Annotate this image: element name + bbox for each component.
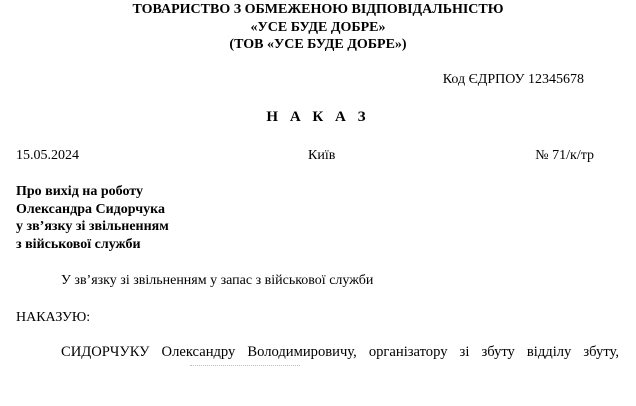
organization-name-line2: «УСЕ БУДЕ ДОБРЕ»	[250, 19, 386, 35]
order-clause-1: СИДОРЧУКУ Олександру Володимировичу, організатору зі збуту відділу збуту,	[61, 344, 619, 360]
order-preamble: У зв’язку зі звільненням у запас з військової служби	[61, 273, 374, 288]
document-city: Київ	[308, 148, 336, 163]
organization-short-name: (ТОВ «УСЕ БУДЕ ДОБРЕ»)	[229, 37, 407, 52]
order-subject	[16, 183, 169, 253]
organization-name-line1: ТОВАРИСТВО З ОБМЕЖЕНОЮ ВІДПОВІДАЛЬНІСТЮ	[132, 2, 504, 17]
order-directive: НАКАЗУЮ:	[16, 310, 91, 325]
page-cut-line	[190, 365, 300, 366]
subject-line: з військової служби	[16, 236, 141, 252]
subject-line: у зв’язку зі звільненням	[16, 219, 169, 234]
subject-line: Про вихід на роботу	[16, 184, 143, 199]
subject-line: Олександра Сидорчука	[16, 201, 165, 217]
organization-header	[0, 1, 636, 54]
document-title: Н А К А З	[266, 109, 370, 125]
edrpou-code: Код ЄДРПОУ 12345678	[442, 72, 584, 87]
document-number: № 71/к/тр	[535, 148, 594, 163]
document-date: 15.05.2024	[16, 148, 79, 163]
